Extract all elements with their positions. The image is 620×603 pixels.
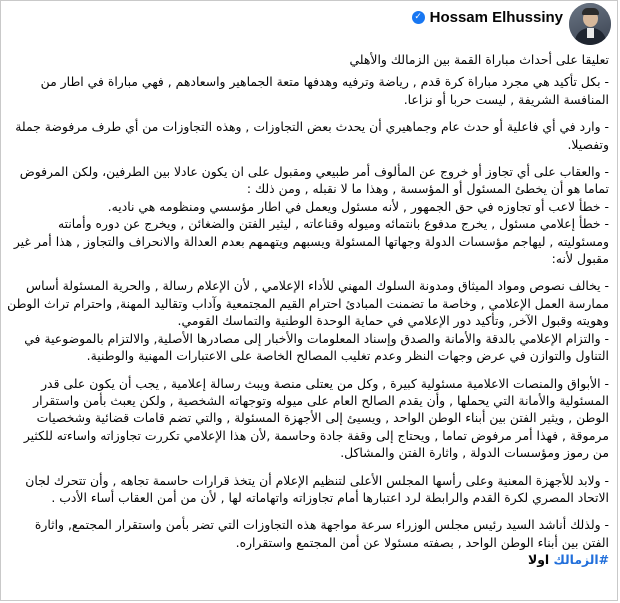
post-paragraph-3: - والعقاب على أي تجاوز أو خروج عن المألوف أمر طبيعي ومقبول على ان يكون عادلا بين الطرفين، ولكن المرفوض تماما هو أن يخطئ المسئول أو المؤسسة , وهذا ما لا نقبله , ومن ذلك : - خطأ لاعب أو تجاوزه في حق الجمهور , لأنه مسئول ويعمل في اطار مؤسسي ومنظومه هي ناديه. - خطأ إعلامي مسئول , يخرج مدفوع بانتمائه وميوله وقناعاته , ليثير الفتن والضغائن , ويخرج عن دوره وأمانته ومسئوليته , ليهاجم مؤسسات الدولة وجهاتها المسئولة ويسبهم ويتهمهم بعدم العدالة والانحراف والتجاوز , هذا أمر غير مقبول لأنه: bbox=[13, 164, 609, 267]
post-paragraph-6: - ولابد للأجهزة المعنية وعلى رأسها المجلس الأعلى لتنظيم الإعلام أن يتخذ قرارات حاسمة تجاهه , وأن تتحرك لجان الاتحاد المصري لكرة القدم والرابطة لرد اعتبارها أمام تجاوزاته واتهاماته لها , لأن من أمن العقاب أساء الأدب . bbox=[25, 472, 609, 505]
post-title: تعليقا على أحداث مباراة القمة بين الزمالك والأهلي bbox=[349, 52, 609, 67]
post-body bbox=[7, 51, 609, 569]
post-paragraph-1: - بكل تأكيد هي مجرد مباراة كرة قدم , رياضة وترفيه وهدفها متعة الجماهير واسعادهم , فهي مباراة في اطار من المنافسة الشريفة , ليست حربا أو نزاعا. bbox=[40, 74, 609, 107]
hashtag-link[interactable]: #الزمالك bbox=[553, 552, 609, 568]
post-paragraph-5: - الأبواق والمنصات الاعلامية مسئولية كبيرة , وكل من يعتلى منصة ويبث رسالة إعلامية , يجب أن يكون على قدر المسئولية والأمانة التي يحملها , وأن يقدم الصالح العام على ميوله وتوجهاته الشخصية , ولكن يعبث بأمن واستقرار الوطن , ويثير الفتن بين أبناء الوطن الواحد , ويسيئ إلى الأجهزة المسئولة , والتي تضم قامات قضائية وشخصيات مرموقة , فهذا أمر مرفوض تماما , ويحتاج إلى وقفة جادة وحاسمة ,لأن هذا الإعلامي تكررت تجاوزاته واساءته للكثير من رموز ومؤسسات الدولة , واثارة الفتن والمشاكل. bbox=[23, 375, 609, 461]
author-name[interactable]: Hossam Elhussiny bbox=[429, 9, 563, 26]
post-paragraph-7: - ولذلك أناشد السيد رئيس مجلس الوزراء سرعة مواجهة هذه التجاوزات التي تضر بأمن واستقرار المجتمع, واثارة الفتن بين أبناء الوطن الواحد , بصفته مسئولا عن أمن المجتمع واستقراره. bbox=[34, 517, 609, 550]
avatar[interactable] bbox=[569, 3, 611, 45]
author-row bbox=[412, 9, 563, 26]
post-header bbox=[412, 3, 611, 47]
hashtag-tail: اولا bbox=[527, 552, 554, 568]
check-icon: ✓ bbox=[412, 11, 425, 24]
post-paragraph-2: - وارد في أي فاعلية أو حدث عام وجماهيري أن يحدث بعض التجاوزات , وهذه التجاوزات من أي طرف مرفوضة جملة وتفصيلا. bbox=[15, 119, 609, 152]
hashtag-line bbox=[7, 551, 609, 568]
post-paragraph-4: - يخالف نصوص ومواد الميثاق ومدونة السلوك المهني للأداء الإعلامي , لأن الإعلام رسالة , والحرية المسئولة أساس ممارسة العمل الإعلامي , وخاصة ما تضمنت المبادئ احترام القيم المجتمعية وآداب وتقاليد المهنة, واحترام تراث الوطن وهويته وقبول الآخر, وتأكيد دور الإعلامي في حماية الوحدة الوطنية والتماسك القومي. - والتزام الإعلامي بالدقة والأمانة والصدق وإسناد المعلومات والأخبار إلى مصادرها الأصلية, والالتزام بالموضوعية في التناول والتوازن في عرض وجهات النظر وعدم تغليب المصالح الخاصة على الاعتبارات المهنية والوطنية. bbox=[7, 278, 609, 364]
